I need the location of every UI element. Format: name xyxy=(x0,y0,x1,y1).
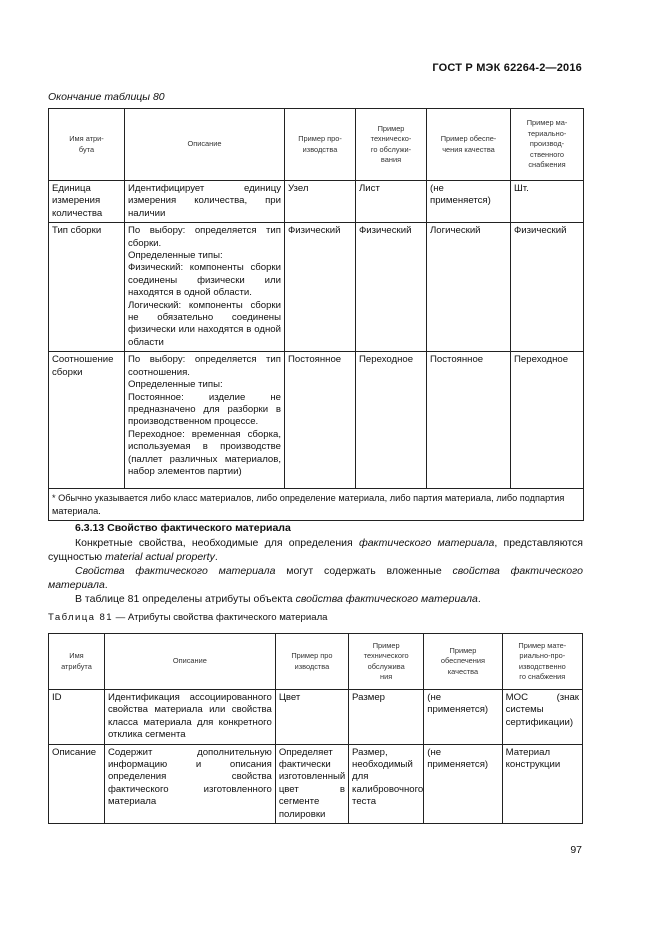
col-header-inventory: Пример ма- териально- производ- ственного снабжения xyxy=(511,109,584,181)
document-header: ГОСТ Р МЭК 62264-2—2016 xyxy=(432,62,582,74)
page-number: 97 xyxy=(570,844,582,856)
cell-inventory: Материал конструкции xyxy=(502,744,582,823)
col-header-production: Пример про- изводства xyxy=(285,109,356,181)
cell-quality: (не применяется) xyxy=(424,690,502,745)
col-header-maintenance: Пример техническо- го обслужи- вания xyxy=(356,109,427,181)
col-header-name: Имя атри- бута xyxy=(49,109,125,181)
text: . xyxy=(477,593,481,605)
table-header-row xyxy=(49,109,584,181)
col-header-quality: Пример обеспечения качества xyxy=(424,634,502,690)
cell-inventory: Физический xyxy=(511,223,584,352)
paragraph-2 xyxy=(48,564,583,593)
table-80 xyxy=(48,108,584,521)
cell-production: Определяет фактически изготовленный цвет в сегменте полировки xyxy=(275,744,348,823)
caption-text: — Атрибуты свойства фактического материала xyxy=(112,612,328,623)
caption-label: Таблица 81 xyxy=(48,612,113,623)
cell-name: Единица измерения количества xyxy=(49,181,125,223)
cell-inventory: Переходное xyxy=(511,352,584,489)
table-81 xyxy=(48,633,583,824)
table-81-caption xyxy=(48,612,328,623)
cell-quality: Постоянное xyxy=(427,352,511,489)
col-header-quality: Пример обеспе- чения качества xyxy=(427,109,511,181)
table-row xyxy=(49,352,584,489)
col-header-inventory: Пример мате- риально-про- изводственно го снабжения xyxy=(502,634,582,690)
text: Конкретные свойства, необходимые для определения xyxy=(75,537,359,549)
cell-production: Физический xyxy=(285,223,356,352)
cell-production: Цвет xyxy=(275,690,348,745)
term: свойства фактического материала xyxy=(48,565,583,592)
col-header-description: Описание xyxy=(104,634,275,690)
table-row xyxy=(49,181,584,223)
cell-quality: (не применяется) xyxy=(424,744,502,823)
text: . xyxy=(214,551,218,564)
table-header-row xyxy=(49,634,583,690)
cell-inventory: МОС (знак системы сертификации) xyxy=(502,690,582,745)
cell-description: По выбору: определяется тип сборки. Определенные типы: Физический: компоненты сборки соединены физически или находятся в одной области. Логический: компоненты сборки не обязательно соединены физически или находятся в одной области xyxy=(125,223,285,352)
cell-description: Содержит дополнительную информацию и описания определения свойства фактического изготовленного материала xyxy=(104,744,275,823)
cell-maintenance: Физический xyxy=(356,223,427,352)
table-row xyxy=(49,744,583,823)
section-heading: 6.3.13 Свойство фактического материала xyxy=(75,522,291,534)
cell-quality: (не применяется) xyxy=(427,181,511,223)
col-header-maintenance: Пример технического обслужива ния xyxy=(349,634,424,690)
cell-maintenance: Переходное xyxy=(356,352,427,489)
cell-maintenance: Размер xyxy=(349,690,424,745)
col-header-name: Имя атрибута xyxy=(49,634,105,690)
cell-inventory: Шт. xyxy=(511,181,584,223)
paragraph-1 xyxy=(48,536,583,565)
cell-maintenance: Лист xyxy=(356,181,427,223)
text: В таблице 81 определены атрибуты объекта xyxy=(75,593,296,605)
cell-description: Идентифицирует единицу измерения количества, при наличии xyxy=(125,181,285,223)
cell-description: Идентификация ассоциированного свойства материала или свойства класса материала для конкретного отклика сегмента xyxy=(104,690,275,745)
col-header-production: Пример про изводства xyxy=(275,634,348,690)
cell-maintenance: Размер, необходимый для калибровочного теста xyxy=(349,744,424,823)
cell-quality: Логический xyxy=(427,223,511,352)
table-row xyxy=(49,223,584,352)
cell-production: Узел xyxy=(285,181,356,223)
text: . xyxy=(104,579,108,592)
col-header-description: Описание xyxy=(125,109,285,181)
term: Свойства фактического материала xyxy=(75,565,276,577)
text: могут содержать вложенные xyxy=(275,565,453,577)
cell-production: Постоянное xyxy=(285,352,356,489)
cell-name: Тип сборки xyxy=(49,223,125,352)
table-row xyxy=(49,690,583,745)
table-footnote: * Обычно указывается либо класс материалов, либо определение материала, либо партия материала, либо подпартия материала. xyxy=(49,489,584,521)
cell-description: По выбору: определяется тип соотношения. Определенные типы: Постоянное: изделие не предназначено для разборки в производственном процессе. Переходное: временная сборка, используемая в производстве (паллет различных материалов, набор элементов партии) xyxy=(125,352,285,489)
paragraph-3 xyxy=(75,592,481,606)
cell-name: ID xyxy=(49,690,105,745)
term: material actual property xyxy=(105,551,215,564)
table-continuation-caption: Окончание таблицы 80 xyxy=(48,91,165,103)
table-footnote-row xyxy=(49,489,584,521)
cell-name: Описание xyxy=(49,744,105,823)
cell-name: Соотношение сборки xyxy=(49,352,125,489)
term: фактического материала xyxy=(358,537,495,549)
term: свойства фактического материала xyxy=(295,593,478,605)
text: , представляются сущностью xyxy=(48,537,583,564)
